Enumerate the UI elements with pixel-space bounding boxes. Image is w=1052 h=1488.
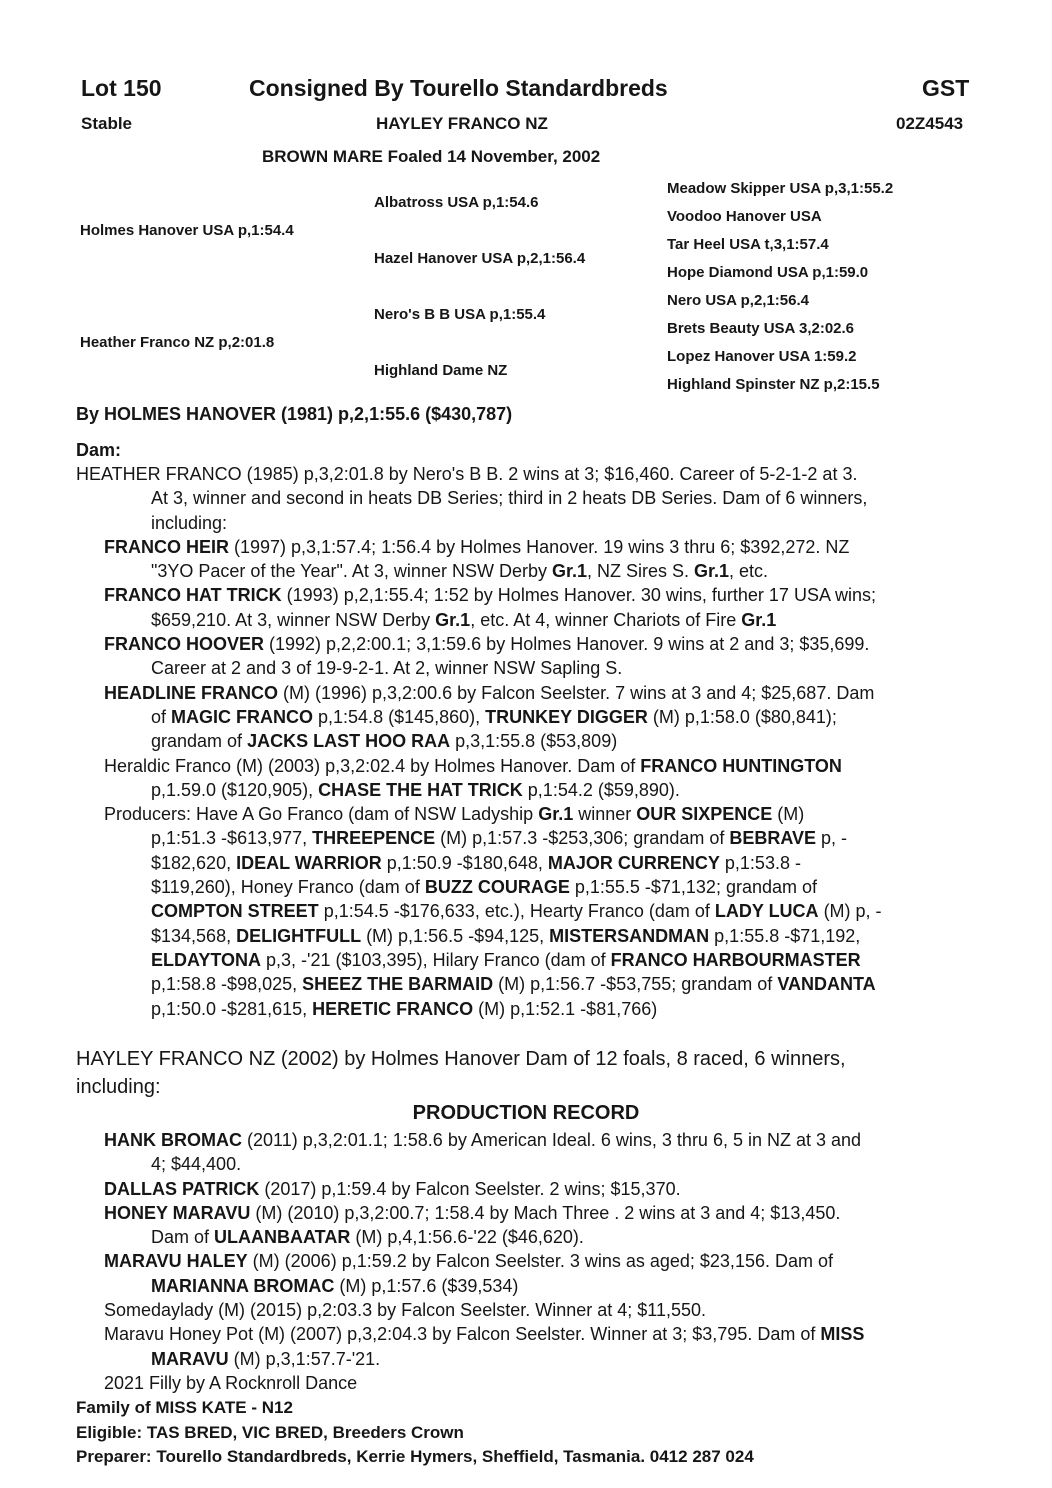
entry-text: p,1:58.8 -$98,025, [151,974,303,995]
horse-name-bold: HONEY MARAVU [104,1202,251,1223]
entry-maravu-haley [0,1249,1052,1298]
horse-name-bold: FRANCO HAT TRICK [104,585,282,606]
horse-name-bold: FRANCO HUNTINGTON [640,755,842,776]
entry-text: (1997) p,3,1:57.4; 1:56.4 by Holmes Hanover. 19 wins 3 thru 6; $392,272. NZ [229,536,850,557]
entry-text: p,1:54.8 ($145,860), [313,706,486,727]
entry-line [0,1177,1052,1201]
entry-line [0,486,1052,510]
entry-line [0,948,1052,972]
hayley-intro-line-1: HAYLEY FRANCO NZ (2002) by Holmes Hanover Dam of 12 foals, 8 raced, 6 winners, [76,1048,846,1070]
horse-name-bold: MISTERSANDMAN [549,925,710,946]
entry-headline-franco [0,681,1052,754]
horse-name-bold: ULAANBAATAR [214,1227,351,1248]
entry-text: winner [573,804,637,825]
entry-line [0,1371,1052,1395]
entry-line [0,1298,1052,1322]
horse-name-bold: Gr.1 [538,804,574,825]
horse-name-bold: HANK BROMAC [104,1130,242,1150]
horse-name-bold: DALLAS PATRICK [104,1178,260,1199]
horse-name-bold: MARAVU [151,1348,229,1369]
entry-text: p,1:55.8 -$71,192, [709,925,861,946]
horse-name-bold: THREEPENCE [312,828,436,849]
entry-line [0,851,1052,875]
eligible-line: Eligible: TAS BRED, VIC BRED, Breeders Crown [76,1423,464,1442]
horse-name-bold: MARIANNA BROMAC [151,1275,335,1296]
entry-text: (1992) p,2,2:00.1; 3,1:59.6 by Holmes Hanover. 9 wins at 2 and 3; $35,699. [264,634,870,655]
horse-name-bold: IDEAL WARRIOR [236,852,382,873]
production-heading: PRODUCTION RECORD [412,1102,640,1124]
entry-text: $659,210. At 3, winner NSW Derby [151,609,436,630]
entry-text: p, - [816,828,848,849]
gst-label: GST [922,75,970,101]
preparer-line: Preparer: Tourello Standardbreds, Kerrie Hymers, Sheffield, Tasmania. 0412 287 024 [76,1447,754,1466]
entry-text: p,1:55.5 -$71,132; grandam of [569,877,818,898]
entry-text: grandam of [151,731,248,752]
entry-text: (M) p,1:57.3 -$253,306; grandam of [435,828,730,849]
production-record [0,1128,1052,1395]
horse-name-bold: MARAVU HALEY [104,1251,248,1272]
entry-line [0,608,1052,632]
entry-text: Dam of [151,1227,215,1248]
horse-code: 02Z4543 [896,114,964,133]
entry-line [0,924,1052,948]
entry-text: of [151,706,172,727]
entry-text: Somedaylady (M) (2015) p,2:03.3 by Falcon Seelster. Winner at 4; $11,550. [104,1300,706,1321]
stable-label: Stable [81,114,133,133]
pedigree-sire-sire: Albatross USA p,1:54.6 [374,194,539,211]
horse-name-bold: MAJOR CURRENCY [547,852,720,873]
entry-franco-hoover [0,632,1052,681]
entry-honey-maravu [0,1201,1052,1250]
entry-line [0,705,1052,729]
entry-line [0,1274,1052,1298]
entry-text: (M) p,1:58.0 ($80,841); [647,706,837,727]
entry-producers [0,802,1052,1021]
horse-name-bold: JACKS LAST HOO RAA [247,731,451,752]
entry-text: p,1:54.5 -$176,633, etc.), Hearty Franco (dam of [318,901,715,922]
horse-name-bold: COMPTON STREET [151,901,319,922]
horse-name-bold: Gr.1 [551,561,587,582]
entry-line [0,1347,1052,1371]
entry-line [0,778,1052,802]
entry-text: HEATHER FRANCO (1985) p,3,2:01.8 by Nero's B B. 2 wins at 3; $16,460. Career of 5-2-1-2 at 3. [76,464,858,484]
entry-text: (M) (2006) p,1:59.2 by Falcon Seelster. 3 wins as aged; $23,156. Dam of [247,1251,833,1272]
entry-text: (2011) p,3,2:01.1; 1:58.6 by American Ideal. 6 wins, 3 thru 6, 5 in NZ at 3 and [242,1130,862,1150]
pedigree-gen3-6: Brets Beauty USA 3,2:02.6 [667,320,855,337]
horse-name-bold: TRUNKEY DIGGER [485,706,648,727]
entry-line [0,1152,1052,1176]
entry-text: Producers: Have A Go Franco (dam of NSW Ladyship [104,804,539,825]
horse-name-bold: CHASE THE HAT TRICK [318,779,523,800]
entry-line [0,1249,1052,1273]
entry-line [0,729,1052,753]
entry-text: p,1:54.2 ($59,890). [522,779,680,800]
entry-text: (M) p,4,1:56.6-'22 ($46,620). [350,1227,584,1248]
entry-line [0,559,1052,583]
entry-text: (M) (2010) p,3,2:00.7; 1:58.4 by Mach Three . 2 wins at 3 and 4; $13,450. [250,1202,841,1223]
entry-text: p,1:50.9 -$180,648, [381,852,548,873]
entry-line [0,462,1052,486]
entry-franco-heir [0,535,1052,584]
entry-line [0,1128,1052,1152]
entry-text: p,1.59.0 ($120,905), [151,779,319,800]
entry-text: (M) p,3,1:57.7-'21. [228,1348,381,1369]
pedigree-sire-dam: Hazel Hanover USA p,2,1:56.4 [374,250,586,267]
entry-line [0,535,1052,559]
entry-somedaylady [0,1298,1052,1322]
entry-text: p,1:51.3 -$613,977, [151,828,313,849]
entry-text: Maravu Honey Pot (M) (2007) p,3,2:04.3 by Falcon Seelster. Winner at 3; $3,795. Dam of [104,1324,821,1345]
entry-line [0,899,1052,923]
entry-text: p,3,1:55.8 ($53,809) [450,731,618,752]
dam-heading: Dam: [76,440,122,460]
horse-name-bold: DELIGHTFULL [236,925,362,946]
horse-name-bold: ELDAYTONA [151,949,262,970]
entry-line [0,1322,1052,1346]
dam-section [0,462,1052,1021]
entry-franco-hat-trick [0,583,1052,632]
entry-line [0,632,1052,656]
horse-name-bold: Gr.1 [741,609,777,630]
hayley-intro-line-2: including: [76,1076,161,1098]
entry-line [0,802,1052,826]
horse-name-bold: HEADLINE FRANCO [104,682,278,703]
pedigree-gen3-2: Voodoo Hanover USA [667,208,822,225]
pedigree-gen3-5: Nero USA p,2,1:56.4 [667,292,809,309]
entry-hank-bromac [0,1128,1052,1177]
entry-line [0,997,1052,1021]
entry-line [0,583,1052,607]
entry-text: (M) p,1:56.7 -$53,755; grandam of [493,974,778,995]
entry-text: (2017) p,1:59.4 by Falcon Seelster. 2 wins; $15,370. [259,1178,681,1199]
entry-text: p,1:53.8 - [719,852,801,873]
entry-text: (M) p,1:57.6 ($39,534) [334,1275,519,1296]
horse-name-bold: FRANCO HEIR [104,536,229,557]
horse-name-bold: HERETIC FRANCO [312,998,474,1019]
pedigree-gen3-7: Lopez Hanover USA 1:59.2 [667,348,857,365]
entry-text: p,3, -'21 ($103,395), Hilary Franco (dam of [261,949,611,970]
entry-heraldic-franco [0,754,1052,803]
entry-line [0,875,1052,899]
entry-line [0,754,1052,778]
entry-text: , etc. At 4, winner Chariots of Fire [470,609,742,630]
horse-name: HAYLEY FRANCO NZ [376,114,548,133]
horse-description: BROWN MARE Foaled 14 November, 2002 [262,147,601,166]
entry-text: $182,620, [151,852,237,873]
horse-name-bold: Gr.1 [435,609,471,630]
entry-text: Career at 2 and 3 of 19-9-2-1. At 2, winner NSW Sapling S. [151,658,623,679]
horse-name-bold: MISS [820,1324,865,1345]
horse-name-bold: MAGIC FRANCO [171,706,314,727]
entry-text: p,1:50.0 -$281,615, [151,998,313,1019]
pedigree-dam: Heather Franco NZ p,2:01.8 [80,334,275,351]
horse-name-bold: VANDANTA [777,974,876,995]
entry-filly-2021 [0,1371,1052,1395]
horse-name-bold: BEBRAVE [729,828,817,849]
entry-text: "3YO Pacer of the Year". At 3, winner NSW Derby [151,561,552,582]
entry-text: , etc. [729,561,769,582]
entry-line [0,681,1052,705]
horse-name-bold: OUR SIXPENCE [636,804,773,825]
horse-name-bold: FRANCO HARBOURMASTER [610,949,861,970]
horse-name-bold: FRANCO HOOVER [104,634,265,655]
entry-text: 4; $44,400. [151,1154,242,1175]
entry-text: (M) p,1:56.5 -$94,125, [361,925,550,946]
entry-text: $134,568, [151,925,237,946]
entry-line [0,826,1052,850]
entry-line [0,511,1052,535]
lot-number: Lot 150 [81,75,162,101]
entry-line [0,1225,1052,1249]
consignor: Consigned By Tourello Standardbreds [249,75,668,101]
entry-line [0,972,1052,996]
entry-text: (M) p, - [818,901,882,922]
horse-name-bold: Gr.1 [694,561,730,582]
pedigree-dam-sire: Nero's B B USA p,1:55.4 [374,306,546,323]
entry-text: $119,260), Honey Franco (dam of [151,877,425,898]
entry-dallas-patrick [0,1177,1052,1201]
horse-name-bold: SHEEZ THE BARMAID [302,974,494,995]
entry-text: (M) p,1:52.1 -$81,766) [473,998,658,1019]
pedigree-gen3-1: Meadow Skipper USA p,3,1:55.2 [667,180,894,197]
entry-line [0,656,1052,680]
pedigree-gen3-8: Highland Spinster NZ p,2:15.5 [667,376,880,393]
family-line: Family of MISS KATE - N12 [76,1398,293,1417]
entry-text: 2021 Filly by A Rocknroll Dance [104,1372,358,1393]
pedigree-dam-dam: Highland Dame NZ [374,362,508,379]
entry-text: (1993) p,2,1:55.4; 1:52 by Holmes Hanover. 30 wins, further 17 USA wins; [281,585,876,606]
entry-text: (M) (1996) p,3,2:00.6 by Falcon Seelster. 7 wins at 3 and 4; $25,687. Dam [278,682,875,703]
entry-line [0,1201,1052,1225]
entry-text: (M) [772,804,805,825]
entry-maravu-honey-pot [0,1322,1052,1371]
pedigree-gen3-3: Tar Heel USA t,3,1:57.4 [667,236,829,253]
sire-line: By HOLMES HANOVER (1981) p,2,1:55.6 ($430,787) [76,404,513,424]
pedigree-gen3-4: Hope Diamond USA p,1:59.0 [667,264,869,281]
entry-text: Heraldic Franco (M) (2003) p,3,2:02.4 by Holmes Hanover. Dam of [104,755,641,776]
entry-text: At 3, winner and second in heats DB Series; third in 2 heats DB Series. Dam of 6 winners, [151,488,868,509]
pedigree-sire: Holmes Hanover USA p,1:54.4 [80,222,294,239]
horse-name-bold: BUZZ COURAGE [424,877,570,898]
entry-text: , NZ Sires S. [587,561,695,582]
horse-name-bold: LADY LUCA [714,901,819,922]
entry-text: including: [151,512,228,533]
entry-heather-franco [0,462,1052,535]
